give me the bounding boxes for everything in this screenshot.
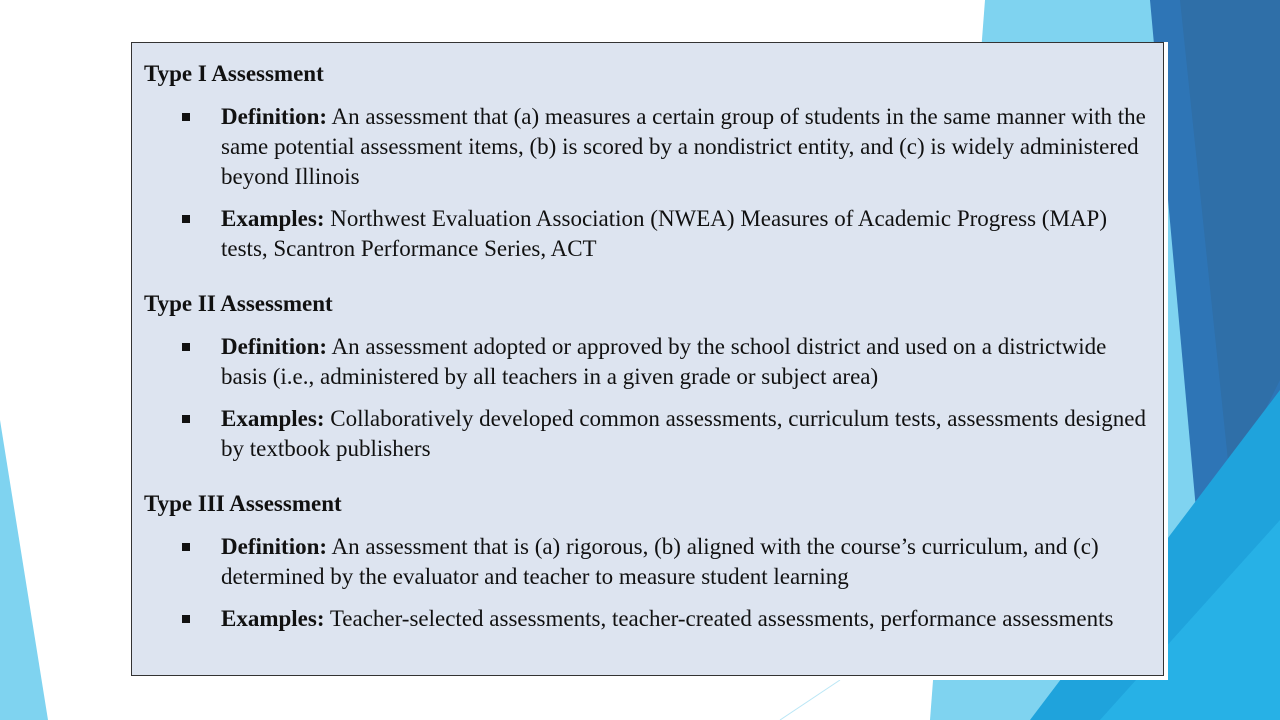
item-text: Collaboratively developed common assessments, curriculum tests, assessments designed by textbook publishers [221, 406, 1146, 461]
bullet-icon [182, 543, 190, 551]
item-text: An assessment that (a) measures a certain group of students in the same manner with the same potential assessment items, (b) is scored by a nondistrict entity, and (c) is widely administered beyond Illinois [221, 104, 1146, 189]
item-label: Definition: [221, 534, 328, 559]
item-label: Definition: [221, 104, 328, 129]
item-text: Northwest Evaluation Association (NWEA) Measures of Academic Progress (MAP) tests, Scantron Performance Series, ACT [221, 206, 1107, 261]
section-type-1 [144, 60, 1154, 264]
section-type-3 [144, 490, 1154, 634]
list-item [144, 102, 1154, 192]
item-label: Examples: [221, 406, 325, 431]
bullet-icon [182, 343, 190, 351]
list-item [144, 532, 1154, 592]
bullet-icon [182, 215, 190, 223]
item-text: An assessment adopted or approved by the school district and used on a districtwide basis (i.e., administered by all teachers in a given grade or subject area) [221, 334, 1107, 389]
bullet-icon [182, 113, 190, 121]
item-label: Definition: [221, 334, 328, 359]
bullet-icon [182, 615, 190, 623]
assessment-types-panel [131, 42, 1164, 676]
list-item [144, 604, 1154, 634]
list-item [144, 332, 1154, 392]
section-title: Type I Assessment [144, 61, 324, 86]
section-type-2 [144, 290, 1154, 464]
item-label: Examples: [221, 206, 325, 231]
item-label: Examples: [221, 606, 325, 631]
list-item [144, 404, 1154, 464]
section-title: Type II Assessment [144, 291, 333, 316]
decor-line [780, 680, 840, 720]
item-text: An assessment that is (a) rigorous, (b) aligned with the course’s curriculum, and (c) determined by the evaluator and teacher to measure student learning [221, 534, 1099, 589]
bullet-icon [182, 415, 190, 423]
decor-shape-left [0, 420, 48, 720]
list-item [144, 204, 1154, 264]
item-text: Teacher-selected assessments, teacher-created assessments, performance assessments [324, 606, 1114, 631]
section-title: Type III Assessment [144, 491, 342, 516]
